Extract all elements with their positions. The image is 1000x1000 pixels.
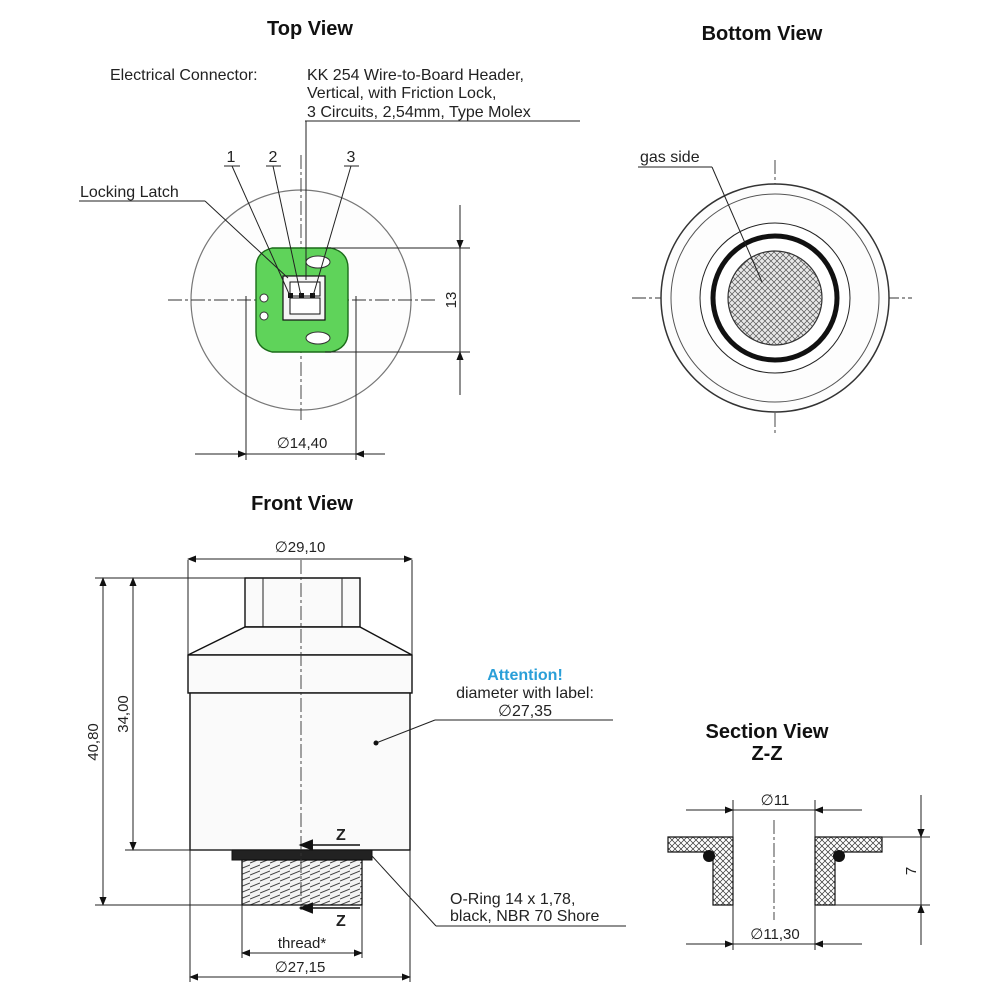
- section-dim-height: 7: [903, 866, 920, 876]
- attention-title: Attention!: [487, 667, 563, 684]
- sensor-body: [190, 693, 410, 850]
- section-left-wall: [668, 837, 733, 905]
- section-view: [668, 721, 930, 950]
- attention-line-1: diameter with label:: [456, 685, 594, 702]
- bottom-view: [632, 23, 912, 435]
- locking-latch-label: Locking Latch: [80, 184, 179, 201]
- sensor-cap: [188, 655, 412, 693]
- dim-top-height: 13: [443, 291, 460, 309]
- dim-top-diameter-front: ∅29,10: [274, 539, 326, 556]
- connector-label: Electrical Connector:: [110, 67, 258, 84]
- oring-line-2: black, NBR 70 Shore: [450, 908, 600, 925]
- section-oring-right: [833, 850, 845, 862]
- section-dim-top: ∅11: [760, 792, 790, 809]
- connector-line-1: KK 254 Wire-to-Board Header,: [307, 67, 524, 84]
- section-view-title: Section View: [705, 721, 829, 743]
- front-view-title: Front View: [251, 493, 353, 515]
- gas-side-label: gas side: [640, 149, 700, 166]
- section-right-wall: [815, 837, 882, 905]
- section-marker-top: Z: [336, 827, 346, 844]
- pin-label-2: 2: [268, 149, 278, 166]
- thread-label: thread*: [277, 935, 327, 952]
- bottom-view-title: Bottom View: [701, 23, 823, 45]
- attention-line-2: ∅27,35: [498, 703, 552, 720]
- front-view: [85, 493, 626, 982]
- top-view-title: Top View: [267, 18, 353, 40]
- connector-line-2: Vertical, with Friction Lock,: [307, 85, 497, 102]
- section-dim-bottom: ∅11,30: [750, 926, 800, 943]
- dim-total-height: 40,80: [85, 723, 102, 761]
- connector-pcb: [256, 248, 348, 352]
- front-oring: [232, 850, 372, 860]
- dim-thread-diameter: ∅27,15: [274, 959, 326, 976]
- dim-top-diameter: ∅14,40: [276, 435, 328, 452]
- dim-body-height: 34,00: [115, 695, 132, 733]
- pin-label-1: 1: [226, 149, 236, 166]
- section-marker-bottom: Z: [336, 913, 346, 930]
- section-view-subtitle: Z-Z: [751, 743, 783, 765]
- oring-line-1: O-Ring 14 x 1,78,: [450, 891, 576, 908]
- sensor-thread: [242, 860, 362, 905]
- top-view: [79, 18, 580, 460]
- section-oring-left: [703, 850, 715, 862]
- pin-label-3: 3: [346, 149, 356, 166]
- gas-mesh: [728, 251, 822, 345]
- connector-line-3: 3 Circuits, 2,54mm, Type Molex: [307, 104, 531, 121]
